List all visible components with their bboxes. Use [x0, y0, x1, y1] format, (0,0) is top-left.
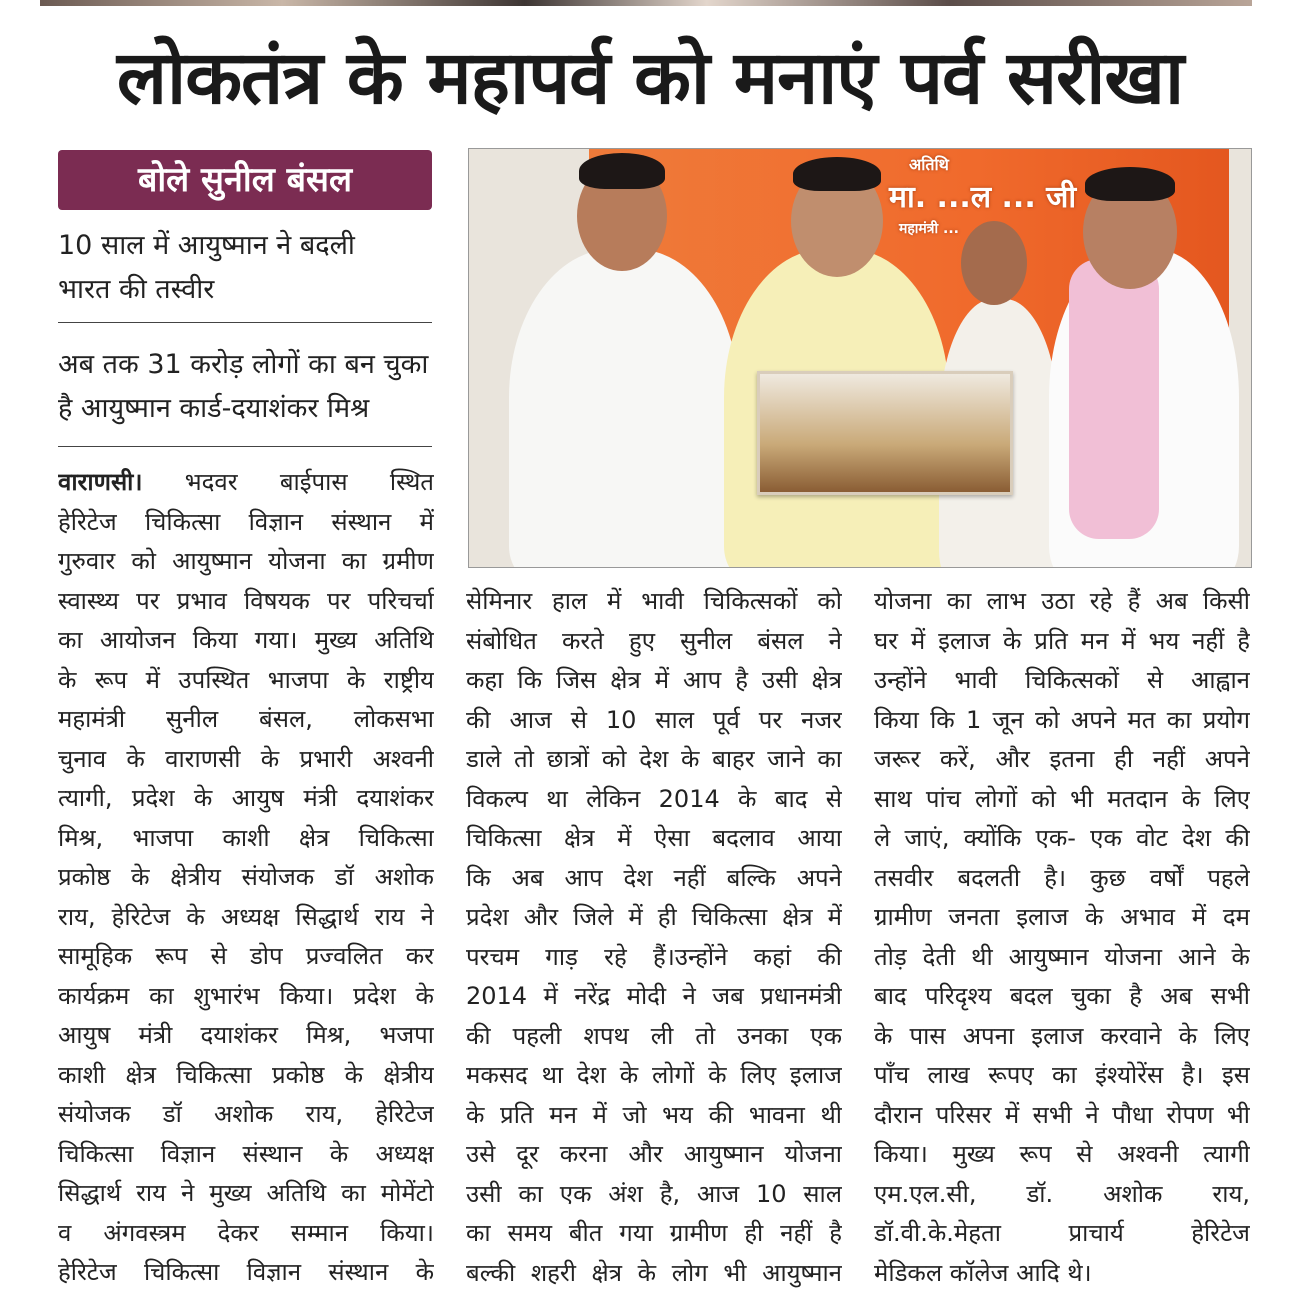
text-line: उन्होंने भावी चिकित्सकों से आह्वान: [874, 666, 1250, 694]
text-line: ले जाएं, क्योंकि एक- एक वोट देश की: [874, 824, 1250, 852]
text-line: काशी क्षेत्र चिकित्सा प्रकोष्ठ के क्षेत्रीय: [58, 1060, 434, 1089]
text-line: ग्रामीण जनता इलाज के अभाव में दम: [874, 903, 1250, 931]
article-column-3: [874, 582, 1250, 1293]
text-line-content: भदवर बाईपास स्थित: [184, 468, 434, 496]
text-line: की पहली शपथ ली तो उनका एक: [466, 1021, 842, 1050]
article-column-2: [466, 582, 842, 1293]
person-hair: [1085, 167, 1175, 201]
text-line: का आयोजन किया गया। मुख्य अतिथि: [58, 626, 434, 654]
section-label: बोले सुनील बंसल: [58, 150, 432, 210]
text-line: व अंगवस्त्रम देकर सम्मान किया।: [58, 1218, 434, 1247]
text-line: एम.एल.सी, डॉ. अशोक राय,: [874, 1179, 1250, 1208]
text-line: बल्की शहरी क्षेत्र के लोग भी आयुष्मान: [466, 1258, 842, 1287]
text-line: [58, 463, 434, 503]
banner-text: मा. ...ल ... जी: [889, 180, 1077, 215]
text-line: घर में इलाज के प्रति मन में भय नहीं है: [874, 626, 1250, 655]
text-line: प्रदेश और जिले में ही चिकित्सा क्षेत्र में: [466, 903, 842, 931]
text-line: की आज से 10 साल पूर्व पर नजर: [466, 705, 842, 734]
text-line: के रूप में उपस्थित भाजपा के राष्ट्रीय: [58, 665, 434, 694]
text-line: सेमिनार हाल में भावी चिकित्सकों को: [466, 587, 842, 615]
headline: लोकतंत्र के महापर्व को मनाएं पर्व सरीखा: [116, 35, 1184, 121]
text-line: चिकित्सा विज्ञान संस्थान के अध्यक्ष: [58, 1139, 434, 1168]
text-line: प्रकोष्ठ के क्षेत्रीय संयोजक डॉ अशोक: [58, 863, 434, 891]
text-line: के पास अपना इलाज करवाने के लिए: [874, 1021, 1250, 1050]
text-line: 2014 में नरेंद्र मोदी ने जब प्रधानमंत्री: [466, 982, 842, 1010]
text-line: संबोधित करते हुए सुनील बंसल ने: [466, 626, 842, 655]
news-photo: [468, 148, 1252, 568]
text-line: राय, हेरिटेज के अध्यक्ष सिद्धार्थ राय ने: [58, 902, 434, 931]
text-line: स्वास्थ्य पर प्रभाव विषयक पर परिचर्चा: [58, 586, 434, 615]
text-line: त्यागी, प्रदेश के आयुष मंत्री दयाशंकर: [58, 784, 434, 812]
text-line: कार्यक्रम का शुभारंभ किया। प्रदेश के: [58, 981, 434, 1010]
text-line: हेरिटेज चिकित्सा विज्ञान संस्थान के: [58, 1258, 434, 1286]
text-line: उसी का एक अंश है, आज 10 साल: [466, 1179, 842, 1208]
text-line: डॉ.वी.के.मेहता प्राचार्य हेरिटेज: [874, 1219, 1250, 1247]
text-line: चुनाव के वाराणसी के प्रभारी अश्वनी: [58, 744, 434, 773]
text-line: मिश्र, भाजपा काशी क्षेत्र चिकित्सा: [58, 823, 434, 852]
text-line: विकल्प था लेकिन 2014 के बाद से: [466, 784, 842, 813]
divider: [58, 446, 432, 447]
text-line: संयोजक डॉ अशोक राय, हेरिटेज: [58, 1100, 434, 1128]
person-head: [961, 221, 1027, 305]
text-line: कि अब आप देश नहीं बल्कि अपने: [466, 863, 842, 892]
subhead-2: [58, 343, 432, 431]
person-hair: [579, 153, 665, 189]
text-line: कहा कि जिस क्षेत्र में आप है उसी क्षेत्र: [466, 666, 842, 694]
text-line: तोड़ देती थी आयुष्मान योजना आने के: [874, 942, 1250, 971]
text-line: सामूहिक रूप से डोप प्रज्वलित कर: [58, 942, 434, 970]
text-line: पाँच लाख रूपए का इंश्योरेंस है। इस: [874, 1061, 1250, 1089]
text-line: तसवीर बदलती है। कुछ वर्षों पहले: [874, 863, 1250, 892]
pink-stole: [1069, 259, 1159, 539]
person-hair: [793, 157, 881, 191]
text-line: मकसद था देश के लोगों के लिए इलाज: [466, 1061, 842, 1089]
text-line: का समय बीत गया ग्रामीण ही नहीं है: [466, 1219, 842, 1247]
text-line: जरूर करें, और इतना ही नहीं अपने: [874, 745, 1250, 773]
subhead-line: 10 साल में आयुष्मान ने बदली: [58, 230, 355, 261]
text-line: किया कि 1 जून को अपने मत का प्रयोग: [874, 705, 1250, 734]
text-line: किया। मुख्य रूप से अश्वनी त्यागी: [874, 1140, 1250, 1168]
text-line: उसे दूर करना और आयुष्मान योजना: [466, 1140, 842, 1168]
subhead-line: अब तक 31 करोड़ लोगों का बन चुका: [58, 349, 429, 380]
text-line: दौरान परिसर में सभी ने पौधा रोपण भी: [874, 1100, 1250, 1129]
subhead-line: भारत की तस्वीर: [58, 274, 215, 305]
text-line: आयुष मंत्री दयाशंकर मिश्र, भजपा: [58, 1021, 434, 1049]
text-line: बाद परिदृश्य बदल चुका है अब सभी: [874, 982, 1250, 1010]
divider: [58, 322, 432, 323]
memento-frame: [757, 371, 1013, 495]
text-line: डाले तो छात्रों को देश के बाहर जाने का: [466, 745, 842, 773]
text-line: परचम गाड़ रहे हैं।उन्होंने कहां की: [466, 942, 842, 971]
banner-text: अतिथि: [909, 155, 949, 174]
text-line: सिद्धार्थ राय ने मुख्य अतिथि का मोमेंटो: [58, 1179, 434, 1207]
person-left: [509, 249, 739, 568]
text-line: चिकित्सा क्षेत्र में ऐसा बदलाव आया: [466, 824, 842, 852]
text-line: मेडिकल कॉलेज आदि थे।: [874, 1258, 1092, 1287]
subhead-1: [58, 224, 432, 312]
top-photo-strip: [40, 0, 1252, 6]
text-line: हेरिटेज चिकित्सा विज्ञान संस्थान में: [58, 507, 434, 536]
text-line: गुरुवार को आयुष्मान योजना का ग्रमीण: [58, 547, 434, 575]
text-line: साथ पांच लोगों को भी मतदान के लिए: [874, 784, 1250, 813]
banner-text: महामंत्री ...: [899, 221, 959, 237]
text-line: योजना का लाभ उठा रहे हैं अब किसी: [874, 587, 1250, 615]
text-line: के प्रति मन में जो भय की भावना थी: [466, 1100, 842, 1129]
article-column-1: [58, 463, 434, 1293]
text-line: महामंत्री सुनील बंसल, लोकसभा: [58, 705, 434, 733]
dateline: वाराणसी।: [58, 468, 143, 496]
subhead-line: है आयुष्मान कार्ड-दयाशंकर मिश्र: [58, 393, 370, 424]
